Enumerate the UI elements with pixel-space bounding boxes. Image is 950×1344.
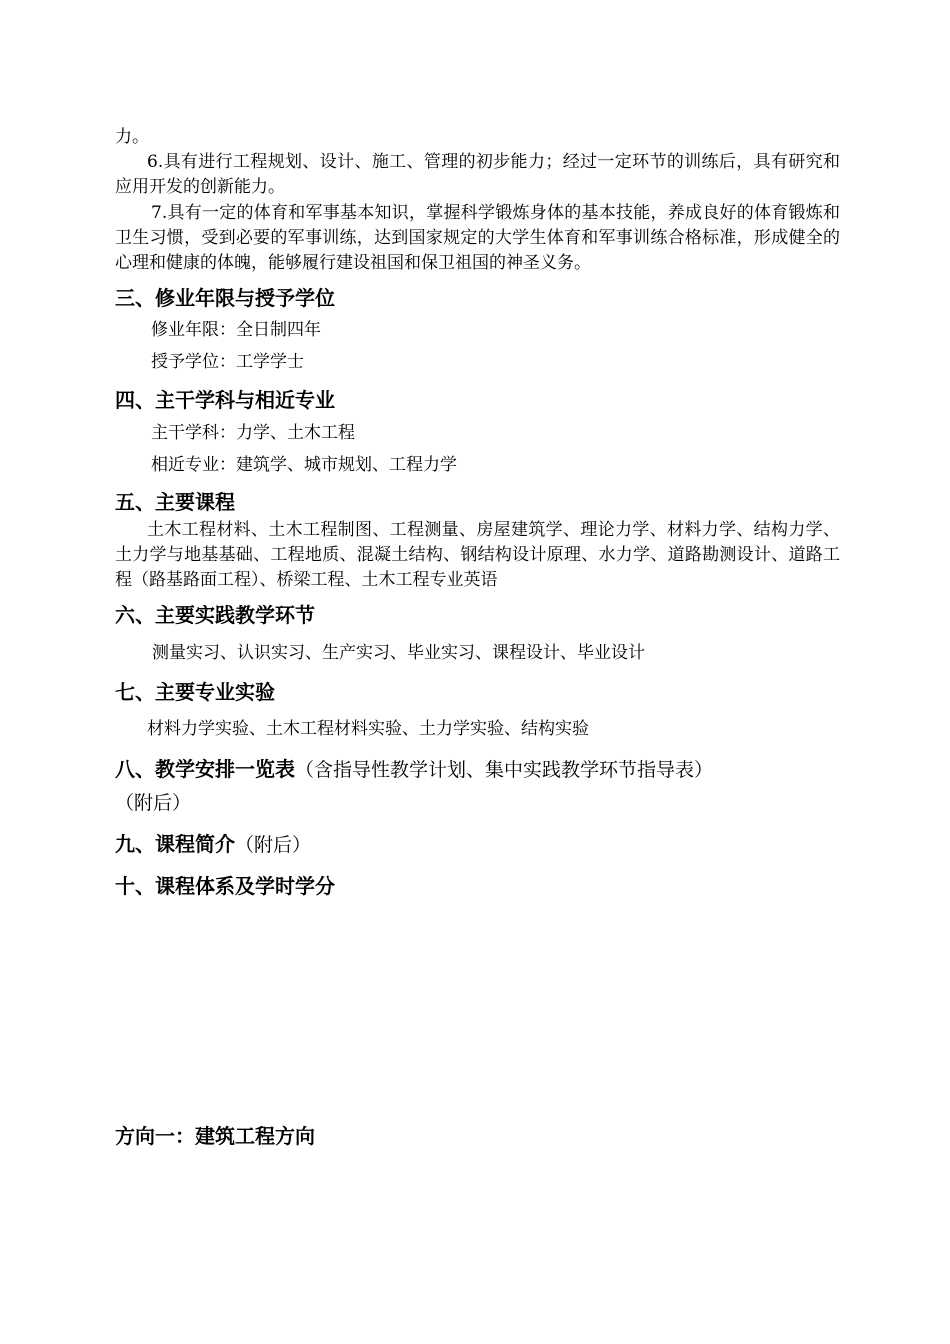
section-9-title: 九、课程简介 (115, 832, 235, 856)
section-6-heading: 六、主要实践教学环节 (115, 603, 315, 627)
section-9-heading (115, 829, 311, 860)
section-8-heading (115, 754, 713, 785)
major-experiments: 材料力学实验、土木工程材料实验、土力学实验、结构实验 (147, 719, 589, 739)
section-5-heading: 五、主要课程 (115, 490, 235, 514)
objective-item-6: 6.具有进行工程规划、设计、施工、管理的初步能力；经过一定环节的训练后，具有研究和应用开发的创新能力。 (115, 152, 840, 197)
practice-components: 测量实习、认识实习、生产实习、毕业实习、课程设计、毕业设计 (152, 643, 645, 663)
section-8-title: 八、教学安排一览表 (115, 757, 295, 781)
related-majors: 相近专业：建筑学、城市规划、工程力学 (151, 455, 457, 475)
direction-1-heading: 方向一：建筑工程方向 (115, 1124, 315, 1148)
section-7-heading: 七、主要专业实验 (115, 680, 275, 704)
study-duration: 修业年限：全日制四年 (151, 320, 321, 340)
section-4-heading: 四、主干学科与相近专业 (115, 388, 335, 412)
section-8-note-attached: （附后） (115, 792, 192, 814)
main-courses: 土木工程材料、土木工程制图、工程测量、房屋建筑学、理论力学、材料力学、结构力学、土力学与地基基础、工程地质、混凝土结构、钢结构设计原理、水力学、道路勘测设计、道路工程（路基路面工程）、桥梁工程、土木工程专业英语 (115, 520, 840, 590)
section-8-note: （含指导性教学计划、集中实践教学环节指导表） (295, 759, 714, 781)
objective-tail: 力。 (115, 127, 149, 147)
section-3-heading: 三、修业年限与授予学位 (115, 286, 335, 310)
main-discipline: 主干学科：力学、土木工程 (151, 423, 355, 443)
section-9-note: （附后） (235, 834, 312, 856)
objective-item-7: 7.具有一定的体育和军事基本知识，掌握科学锻炼身体的基本技能，养成良好的体育锻炼和卫生习惯，受到必要的军事训练，达到国家规定的大学生体育和军事训练合格标准，形成健全的心理和健康的体魄，能够履行建设祖国和保卫祖国的神圣义务。 (115, 203, 840, 273)
section-10-heading: 十、课程体系及学时学分 (115, 874, 335, 898)
degree-awarded: 授予学位：工学学士 (151, 352, 304, 372)
